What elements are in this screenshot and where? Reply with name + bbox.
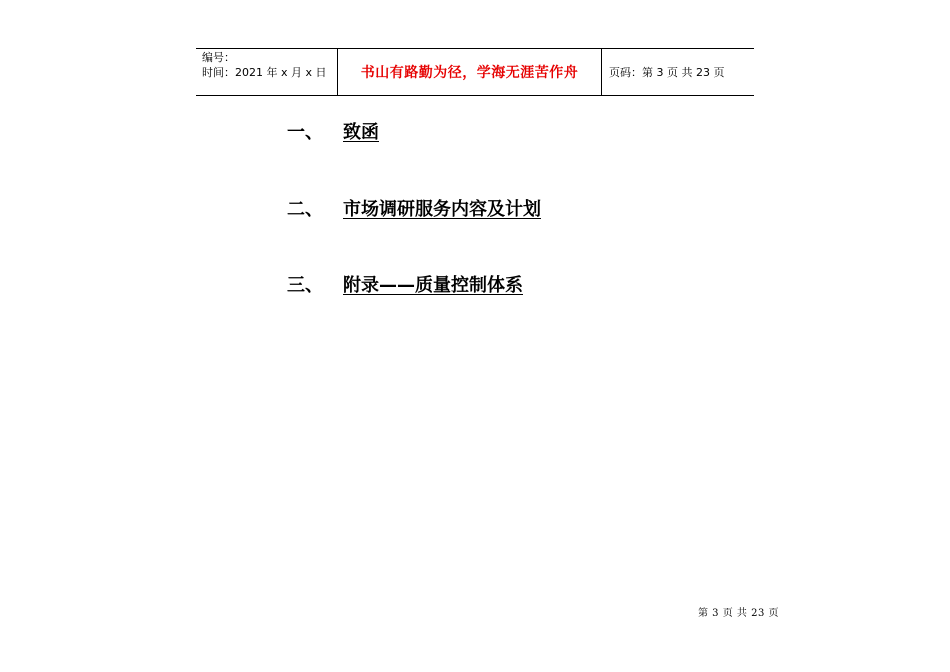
header-left-cell (196, 49, 338, 95)
toc-item-number: 三、 (287, 275, 323, 296)
toc-item-2 (287, 195, 541, 221)
header-motto: 书山有路勤为径，学海无涯苦作舟 (338, 49, 602, 95)
toc-item-title: 市场调研服务内容及计划 (343, 199, 541, 220)
toc-item-number: 二、 (287, 199, 323, 220)
toc-item-number: 一、 (287, 122, 323, 143)
time-label: 时间：2021 年 x 月 x 日 (202, 66, 327, 79)
document-header (196, 48, 754, 96)
header-page-info: 页码：第 3 页 共 23 页 (609, 66, 725, 79)
toc-item-3 (287, 271, 523, 297)
toc-item-title: 附录——质量控制体系 (343, 275, 523, 296)
toc-item-title: 致函 (343, 122, 379, 143)
page-footer: 第 3 页 共 23 页 (698, 608, 779, 619)
toc-item-1 (287, 118, 379, 144)
serial-number-label: 编号： (202, 51, 235, 64)
